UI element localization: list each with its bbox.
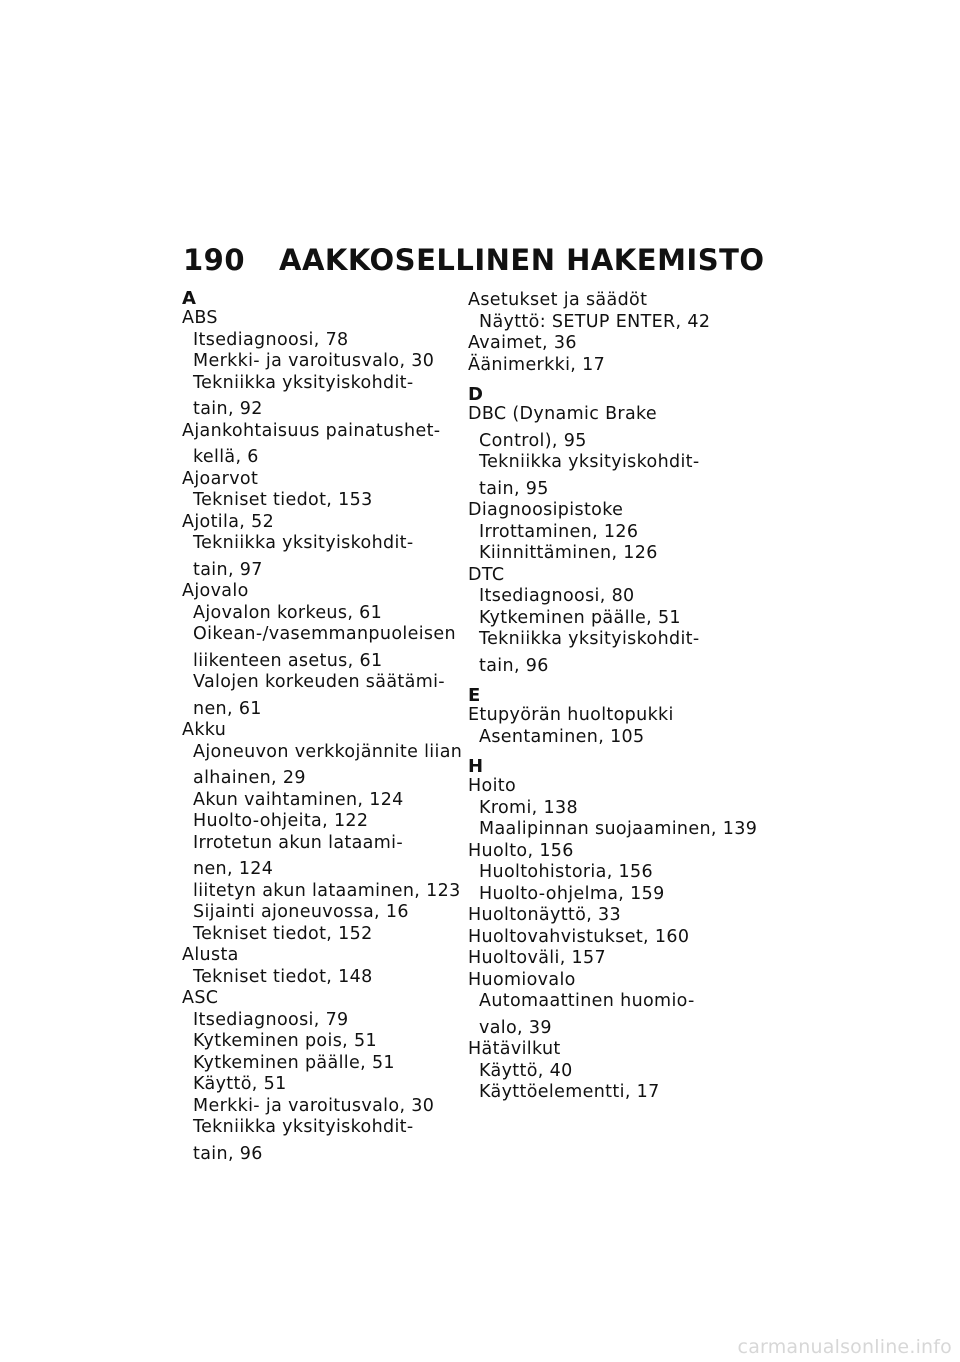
index-section <box>468 758 758 1104</box>
index-subentry: Irrottaminen, 126 <box>479 521 639 542</box>
index-entry: Huolto, 156 <box>468 840 574 861</box>
index-entry: Avaimet, 36 <box>468 333 577 353</box>
index-subentry: tain, 96 <box>193 1143 263 1164</box>
section-letter: A <box>182 288 196 309</box>
index-entry: Akku <box>182 720 227 740</box>
index-entry: Huoltonäyttö, 33 <box>468 905 621 925</box>
index-subentry: Maalipinnan suojaaminen, 139 <box>479 819 758 839</box>
index-subentry: Kytkeminen pois, 51 <box>193 1031 377 1051</box>
index-subentry: tain, 92 <box>193 399 263 419</box>
page-header <box>183 243 765 277</box>
index-subentry: Automaattinen huomio- <box>479 991 695 1011</box>
index-subentry: Käyttö, 51 <box>193 1074 287 1094</box>
index-section <box>468 687 758 748</box>
index-entry: Ajankohtaisuus painatushet- <box>182 420 441 441</box>
index-entry: Alusta <box>182 945 239 965</box>
index-section <box>468 290 758 376</box>
index-entry: Asetukset ja säädöt <box>468 290 648 310</box>
section-letter: D <box>468 384 483 405</box>
index-entry: Etupyörän huoltopukki <box>468 705 674 725</box>
index-subentry: tain, 95 <box>479 478 549 499</box>
watermark: carmanualsonline.info <box>737 1336 952 1358</box>
index-subentry: Huolto-ohjeita, 122 <box>193 811 369 831</box>
index-subentry: Ajovalon korkeus, 61 <box>193 602 383 623</box>
index-subentry: Akun vaihtaminen, 124 <box>193 789 404 810</box>
index-subentry: tain, 96 <box>479 655 549 676</box>
index-entry: ABS <box>182 308 218 328</box>
index-entry: DBC (Dynamic Brake <box>468 404 658 424</box>
index-subentry: alhainen, 29 <box>193 768 306 788</box>
index-entry: Huomiovalo <box>468 969 576 990</box>
index-subentry: Kytkeminen päälle, 51 <box>193 1052 395 1073</box>
index-subentry: Tekniikka yksityiskohdit- <box>193 372 414 393</box>
index-subentry: Tekniikka yksityiskohdit- <box>193 1117 414 1137</box>
index-subentry: Sijainti ajoneuvossa, 16 <box>193 902 409 922</box>
index-subentry: Oikean-/vasemmanpuoleisen <box>193 624 456 644</box>
index-entry: Hätävilkut <box>468 1039 561 1059</box>
index-subentry: tain, 97 <box>193 559 263 580</box>
page-number: 190 <box>183 243 246 277</box>
index-subentry: Kromi, 138 <box>479 797 578 818</box>
index-subentry: Itsediagnoosi, 79 <box>193 1009 349 1030</box>
index-column-left <box>182 288 463 1175</box>
index-subentry: Kiinnittäminen, 126 <box>479 543 658 563</box>
page-title: AAKKOSELLINEN HAKEMISTO <box>279 243 765 277</box>
index-entry: ASC <box>182 988 219 1008</box>
index-subentry: Merkki- ja varoitusvalo, 30 <box>193 1095 435 1116</box>
index-subentry: Käyttö, 40 <box>479 1060 573 1081</box>
section-letter: H <box>468 756 484 777</box>
index-subentry: Huolto-ohjelma, 159 <box>479 883 665 904</box>
index-subentry: nen, 124 <box>193 859 274 879</box>
index-subentry: Valojen korkeuden säätämi- <box>193 672 445 692</box>
index-subentry: Tekniset tiedot, 153 <box>193 490 373 510</box>
index-entry: Diagnoosipistoke <box>468 500 624 520</box>
index-entry: Ajovalo <box>182 581 249 601</box>
index-subentry: kellä, 6 <box>193 447 259 467</box>
index-subentry: Ajoneuvon verkkojännite liian <box>193 741 463 762</box>
section-letter: E <box>468 685 481 706</box>
index-entry: Ajotila, 52 <box>182 511 275 532</box>
index-entry: Huoltovahvistukset, 160 <box>468 926 690 947</box>
index-subentry: liitetyn akun lataaminen, 123 <box>193 880 461 901</box>
index-subentry: Tekniikka yksityiskohdit- <box>479 452 700 472</box>
index-subentry: Asentaminen, 105 <box>479 726 645 747</box>
index-subentry: Merkki- ja varoitusvalo, 30 <box>193 351 435 371</box>
index-subentry: Tekniset tiedot, 152 <box>193 923 373 944</box>
index-subentry: Tekniikka yksityiskohdit- <box>193 533 414 553</box>
index-entry: Hoito <box>468 776 517 796</box>
index-entry: Äänimerkki, 17 <box>468 354 606 375</box>
index-entry: DTC <box>468 564 505 585</box>
index-subentry: valo, 39 <box>479 1017 552 1038</box>
index-subentry: Huoltohistoria, 156 <box>479 862 653 882</box>
index-entry: Ajoarvot <box>182 468 259 489</box>
index-subentry: Tekniikka yksityiskohdit- <box>479 629 700 649</box>
index-section <box>182 288 463 1165</box>
index-subentry: Käyttöelementti, 17 <box>479 1082 660 1102</box>
index-subentry: Tekniset tiedot, 148 <box>193 966 373 987</box>
index-section <box>468 386 758 677</box>
index-subentry: nen, 61 <box>193 698 262 719</box>
index-subentry: Irrotetun akun lataami- <box>193 832 404 853</box>
index-subentry: Näyttö: SETUP ENTER, 42 <box>479 311 711 332</box>
index-subentry: Kytkeminen päälle, 51 <box>479 607 681 628</box>
index-subentry: Itsediagnoosi, 80 <box>479 586 635 606</box>
index-column-right <box>468 290 758 1114</box>
index-subentry: liikenteen asetus, 61 <box>193 650 383 671</box>
index-subentry: Control), 95 <box>479 430 587 451</box>
index-entry: Huoltoväli, 157 <box>468 948 606 968</box>
index-subentry: Itsediagnoosi, 78 <box>193 329 349 350</box>
